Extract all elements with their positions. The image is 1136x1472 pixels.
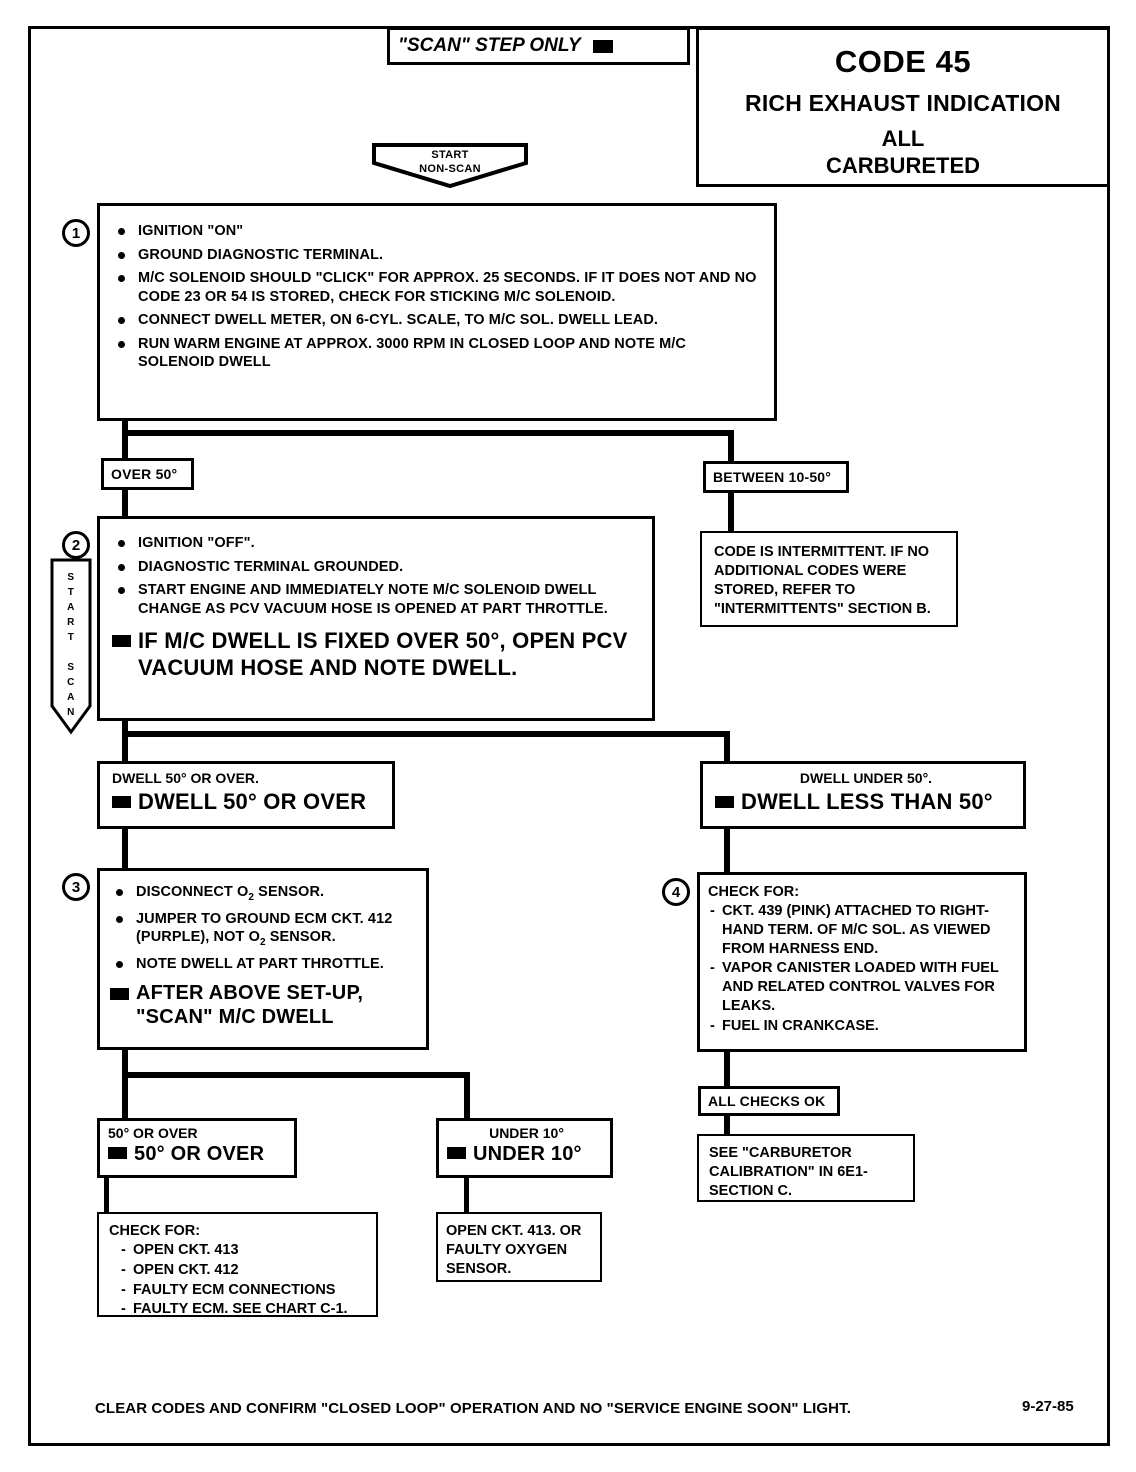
list-item: CONNECT DWELL METER, ON 6-CYL. SCALE, TO M/C SOL. DWELL LEAD. <box>112 311 758 330</box>
list-item: - FUEL IN CRANKCASE. <box>708 1017 1016 1036</box>
dwell-50-or-over-small: DWELL 50° OR OVER. <box>112 770 259 786</box>
connector <box>724 731 730 763</box>
connector <box>122 430 734 436</box>
start-scan-arrow <box>48 556 94 736</box>
code-title: RICH EXHAUST INDICATION <box>745 90 1061 116</box>
intermittent-result-box <box>700 531 958 627</box>
step-3-scan-note: AFTER ABOVE SET-UP, "SCAN" M/C DWELL <box>110 981 416 1029</box>
dwell-under-50-scan: DWELL LESS THAN 50° <box>715 789 1017 815</box>
list-item: RUN WARM ENGINE AT APPROX. 3000 RPM IN CLOSED LOOP AND NOTE M/C SOLENOID DWELL <box>112 335 758 372</box>
connector <box>724 1052 730 1086</box>
connector <box>724 829 730 873</box>
carb-calibration-text: SEE "CARBURETOR CALIBRATION" IN 6E1-SECTION C. <box>709 1145 868 1199</box>
connector <box>464 1178 469 1212</box>
connector <box>122 1072 470 1078</box>
step-2-list <box>112 534 640 618</box>
scan-step-only-label: "SCAN" STEP ONLY <box>398 35 581 56</box>
check-for-title: CHECK FOR: <box>109 1223 201 1239</box>
under-10-result-box <box>436 1118 613 1178</box>
step-1-list <box>112 222 758 372</box>
over-50-small: 50° OR OVER <box>108 1125 198 1141</box>
list-item: GROUND DIAGNOSTIC TERMINAL. <box>112 246 758 265</box>
list-item: IGNITION "OFF". <box>112 534 640 553</box>
step-3-number: 3 <box>62 873 90 901</box>
footer-note: CLEAR CODES AND CONFIRM "CLOSED LOOP" OPERATION AND NO "SERVICE ENGINE SOON" LIGHT. <box>95 1400 851 1417</box>
list-item: - OPEN CKT. 412 <box>119 1261 368 1280</box>
branch-between-10-50-tag: BETWEEN 10-50° <box>703 461 849 493</box>
step-4-box <box>697 872 1027 1052</box>
connector <box>122 490 128 517</box>
list-item: - CKT. 439 (PINK) ATTACHED TO RIGHT-HAND TERM. OF M/C SOL. AS VIEWED FROM HARNESS END. <box>708 902 1016 959</box>
connector <box>104 1178 109 1212</box>
chart-header <box>696 27 1110 187</box>
step-1-number: 1 <box>62 219 90 247</box>
connector <box>122 829 128 873</box>
list-item: - VAPOR CANISTER LOADED WITH FUEL AND RELATED CONTROL VALVES FOR LEAKS. <box>708 959 1016 1016</box>
step-2-box <box>97 516 655 721</box>
connector <box>724 1116 730 1134</box>
dwell-under-50-small: DWELL UNDER 50°. <box>799 770 933 786</box>
list-item: NOTE DWELL AT PART THROTTLE. <box>110 955 416 974</box>
scan-step-only-legend <box>387 27 690 65</box>
list-item: DISCONNECT $O_2$ SENSOR. <box>110 883 416 905</box>
step-3-list <box>110 883 416 973</box>
step-4-list <box>708 902 1016 1036</box>
list-item: JUMPER TO GROUND ECM CKT. 412 (PURPLE), NOT $O_2$ SENSOR. <box>110 910 416 950</box>
connector <box>122 1050 128 1118</box>
scan-marker-icon <box>447 1147 466 1159</box>
connector <box>728 430 734 461</box>
scan-marker-icon <box>715 796 734 808</box>
applicability-line1: ALL <box>881 126 925 151</box>
footer-date: 9-27-85 <box>1022 1398 1074 1415</box>
check-for-list <box>109 1241 368 1319</box>
start-non-scan-text: START NON-SCAN <box>419 149 481 175</box>
scan-marker-icon <box>112 796 131 808</box>
scan-marker-icon <box>593 40 613 53</box>
list-item: - FAULTY ECM. SEE CHART C-1. <box>119 1300 368 1319</box>
connector <box>464 1072 470 1118</box>
under-10-scan: UNDER 10° <box>447 1142 606 1166</box>
dwell-less-than-50-box <box>700 761 1026 829</box>
carb-calibration-box <box>697 1134 915 1202</box>
dwell-50-or-over-scan: DWELL 50° OR OVER <box>112 789 386 815</box>
all-checks-ok-tag: ALL CHECKS OK <box>698 1086 840 1116</box>
branch-over-50-tag: OVER 50° <box>101 458 194 490</box>
step-2-number: 2 <box>62 531 90 559</box>
step-2-scan-note: IF M/C DWELL IS FIXED OVER 50°, OPEN PCV VACUUM HOSE AND NOTE DWELL. <box>112 628 640 681</box>
list-item: - FAULTY ECM CONNECTIONS <box>119 1281 368 1300</box>
list-item: IGNITION "ON" <box>112 222 758 241</box>
open-ckt-413-text: OPEN CKT. 413. OR FAULTY OXYGEN SENSOR. <box>446 1223 582 1277</box>
step-4-heading: CHECK FOR: <box>708 884 800 900</box>
scan-marker-icon <box>108 1147 127 1159</box>
dwell-50-or-over-box <box>97 761 395 829</box>
step-1-box <box>97 203 777 421</box>
under-10-small: UNDER 10° <box>489 1125 564 1141</box>
start-scan-text: S T A R T S C A N <box>67 572 75 718</box>
code-number: CODE 45 <box>834 44 972 79</box>
scan-marker-icon <box>110 988 129 1000</box>
open-ckt-413-box <box>436 1212 602 1282</box>
connector <box>728 493 734 531</box>
scan-marker-icon <box>112 635 131 647</box>
check-for-result-box <box>97 1212 378 1317</box>
list-item: M/C SOLENOID SHOULD "CLICK" FOR APPROX. 25 SECONDS. IF IT DOES NOT AND NO CODE 23 OR 54 IS STORED, CHECK FOR STICKING M/C SOLENOID. <box>112 269 758 306</box>
applicability-line2: CARBURETED <box>826 153 980 178</box>
over-50-scan: 50° OR OVER <box>108 1142 290 1166</box>
list-item: - OPEN CKT. 413 <box>119 1241 368 1260</box>
connector <box>122 421 128 461</box>
intermittent-text: CODE IS INTERMITTENT. IF NO ADDITIONAL CODES WERE STORED, REFER TO "INTERMITTENTS" SECTION B. <box>714 544 931 617</box>
connector <box>122 731 730 737</box>
connector <box>122 721 128 763</box>
step-3-box <box>97 868 429 1050</box>
list-item: START ENGINE AND IMMEDIATELY NOTE M/C SOLENOID DWELL CHANGE AS PCV VACUUM HOSE IS OPENED AT PART THROTTLE. <box>112 581 640 618</box>
start-non-scan-arrow <box>370 141 530 189</box>
step-4-number: 4 <box>662 878 690 906</box>
list-item: DIAGNOSTIC TERMINAL GROUNDED. <box>112 558 640 577</box>
over-50-result-box <box>97 1118 297 1178</box>
